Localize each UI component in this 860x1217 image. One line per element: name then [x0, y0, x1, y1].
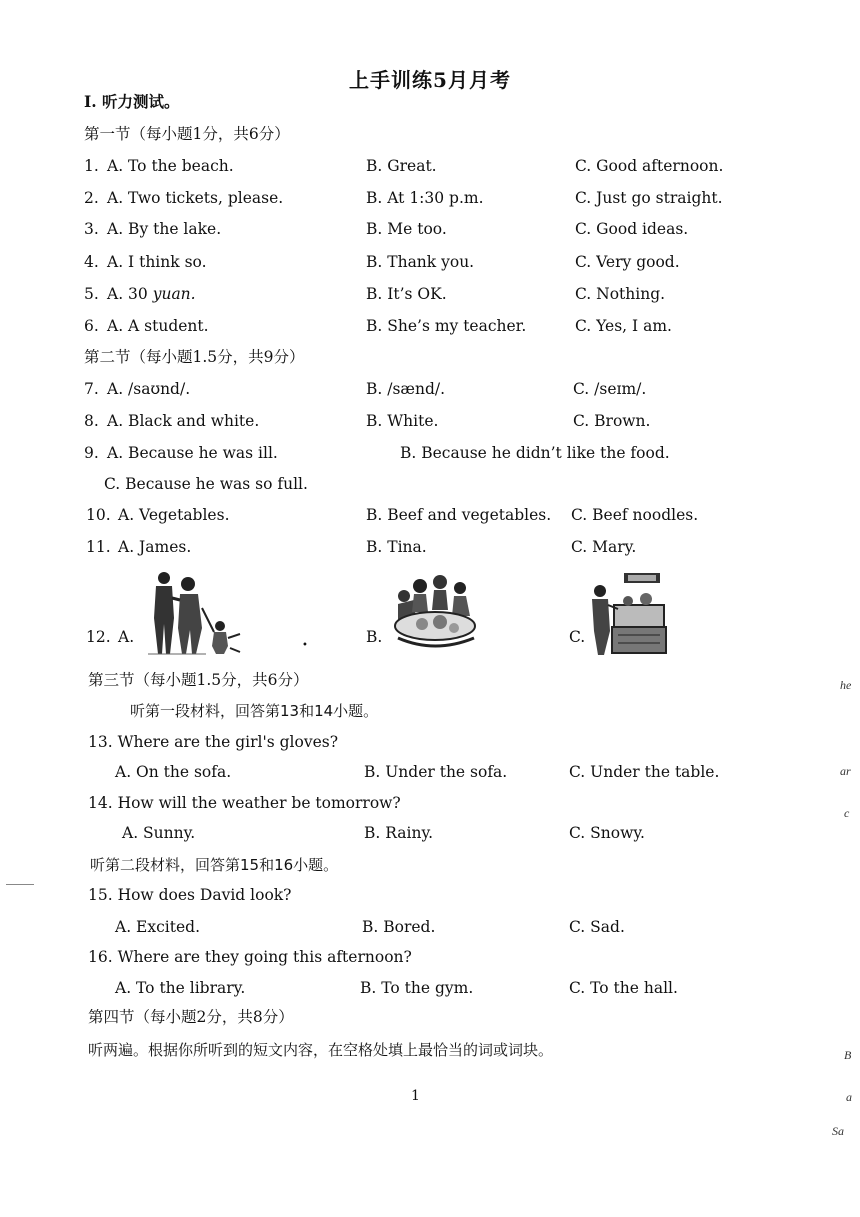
option-a-label: A.	[118, 628, 135, 646]
option-c: C. Mary.	[571, 538, 637, 556]
section-4-heading: 第四节（每小题2分，共8分）	[88, 1008, 294, 1026]
option-a: A. Because he was ill.	[107, 444, 278, 462]
option-c: C. Because he was so full.	[104, 475, 308, 493]
option-a-currency: yuan.	[152, 285, 196, 303]
family-dinner-image	[390, 574, 480, 654]
option-a: A. /saʊnd/.	[107, 380, 191, 398]
section-4-instruction: 听两遍。根据你所听到的短文内容，在空格处填上最恰当的词或词块。	[88, 1041, 554, 1059]
option-c: C. Very good.	[575, 253, 680, 271]
option-a-prefix: A. 30	[107, 285, 153, 303]
option-a: A. By the lake.	[107, 220, 222, 238]
question-number: 7.	[84, 380, 99, 398]
question-number: 4.	[84, 253, 99, 271]
option-b: B. Thank you.	[366, 253, 475, 271]
part-heading: I. 听力测试。	[84, 92, 180, 111]
option-a: A. Sunny.	[122, 824, 196, 842]
question-stem: 15. How does David look?	[88, 886, 292, 904]
question-number: 2.	[84, 189, 99, 207]
option-b: B. At 1:30 p.m.	[366, 189, 484, 207]
option-b: B. Under the sofa.	[364, 763, 508, 781]
option-a: A. Black and white.	[107, 412, 260, 430]
option-a: A. To the beach.	[107, 157, 234, 175]
option-b: B. /sænd/.	[366, 380, 446, 398]
option-c: C. To the hall.	[569, 979, 678, 997]
page-number: 1	[411, 1088, 420, 1104]
kitchen-scene-image	[588, 571, 668, 655]
option-a: A. To the library.	[115, 979, 246, 997]
question-stem: 14. How will the weather be tomorrow?	[88, 794, 401, 812]
option-c: C. Brown.	[573, 412, 651, 430]
question-number: 6.	[84, 317, 99, 335]
option-b: B. To the gym.	[360, 979, 474, 997]
question-stem: 13. Where are the girl's gloves?	[88, 733, 339, 751]
material-2-instruction: 听第二段材料，回答第15和16小题。	[90, 856, 339, 874]
edge-fragment: he	[840, 678, 852, 692]
section-2-heading: 第二节（每小题1.5分，共9分）	[84, 348, 305, 366]
family-walking-image	[144, 568, 244, 656]
option-b: B. Me too.	[366, 220, 447, 238]
option-c: C. Under the table.	[569, 763, 720, 781]
question-number: 11.	[86, 538, 111, 556]
option-c: C. Snowy.	[569, 824, 645, 842]
edge-fragment: c	[844, 806, 850, 820]
option-a	[107, 284, 196, 304]
option-b: B. Beef and vegetables.	[366, 506, 552, 524]
question-number: 8.	[84, 412, 99, 430]
option-a: A. Excited.	[115, 918, 200, 936]
option-b: B. White.	[366, 412, 439, 430]
option-b-label: B.	[366, 628, 383, 646]
option-c: C. Sad.	[569, 918, 625, 936]
question-number: 10.	[86, 506, 111, 524]
option-b: B. She’s my teacher.	[366, 317, 527, 335]
option-a: A. Vegetables.	[118, 506, 230, 524]
question-stem: 16. Where are they going this afternoon?	[88, 948, 412, 966]
question-number: 9.	[84, 444, 99, 462]
question-number: 12.	[86, 628, 111, 646]
section-3-heading: 第三节（每小题1.5分，共6分）	[88, 671, 309, 689]
option-c: C. Good afternoon.	[575, 157, 724, 175]
option-c: C. Yes, I am.	[575, 317, 672, 335]
option-b: B. Because he didn’t like the food.	[400, 444, 670, 462]
option-c: C. Good ideas.	[575, 220, 689, 238]
option-c: C. Nothing.	[575, 285, 666, 303]
option-a: A. On the sofa.	[115, 763, 232, 781]
option-a: A. James.	[118, 538, 192, 556]
option-a: A. Two tickets, please.	[107, 189, 284, 207]
edge-fragment: Sa	[832, 1124, 844, 1138]
section-1-heading: 第一节（每小题1分，共6分）	[84, 125, 290, 143]
option-c: C. Just go straight.	[575, 189, 723, 207]
option-a: A. A student.	[107, 317, 209, 335]
option-c-label: C.	[569, 628, 586, 646]
option-b: B. Bored.	[362, 918, 436, 936]
dot-mark: •	[302, 640, 308, 651]
option-c: C. Beef noodles.	[571, 506, 699, 524]
material-1-instruction: 听第一段材料，回答第13和14小题。	[130, 702, 379, 720]
edge-fragment: ar	[840, 764, 851, 778]
scan-mark	[6, 884, 34, 885]
option-b: B. Great.	[366, 157, 437, 175]
question-number: 3.	[84, 220, 99, 238]
option-c: C. /seɪm/.	[573, 380, 647, 398]
option-b: B. It’s OK.	[366, 285, 447, 303]
option-a: A. I think so.	[107, 253, 207, 271]
question-number: 1.	[84, 157, 99, 175]
option-b: B. Tina.	[366, 538, 427, 556]
option-b: B. Rainy.	[364, 824, 434, 842]
page-title: 上手训练5月月考	[349, 68, 511, 92]
edge-fragment: a	[846, 1090, 852, 1104]
edge-fragment: B	[844, 1048, 852, 1062]
question-number: 5.	[84, 285, 99, 303]
